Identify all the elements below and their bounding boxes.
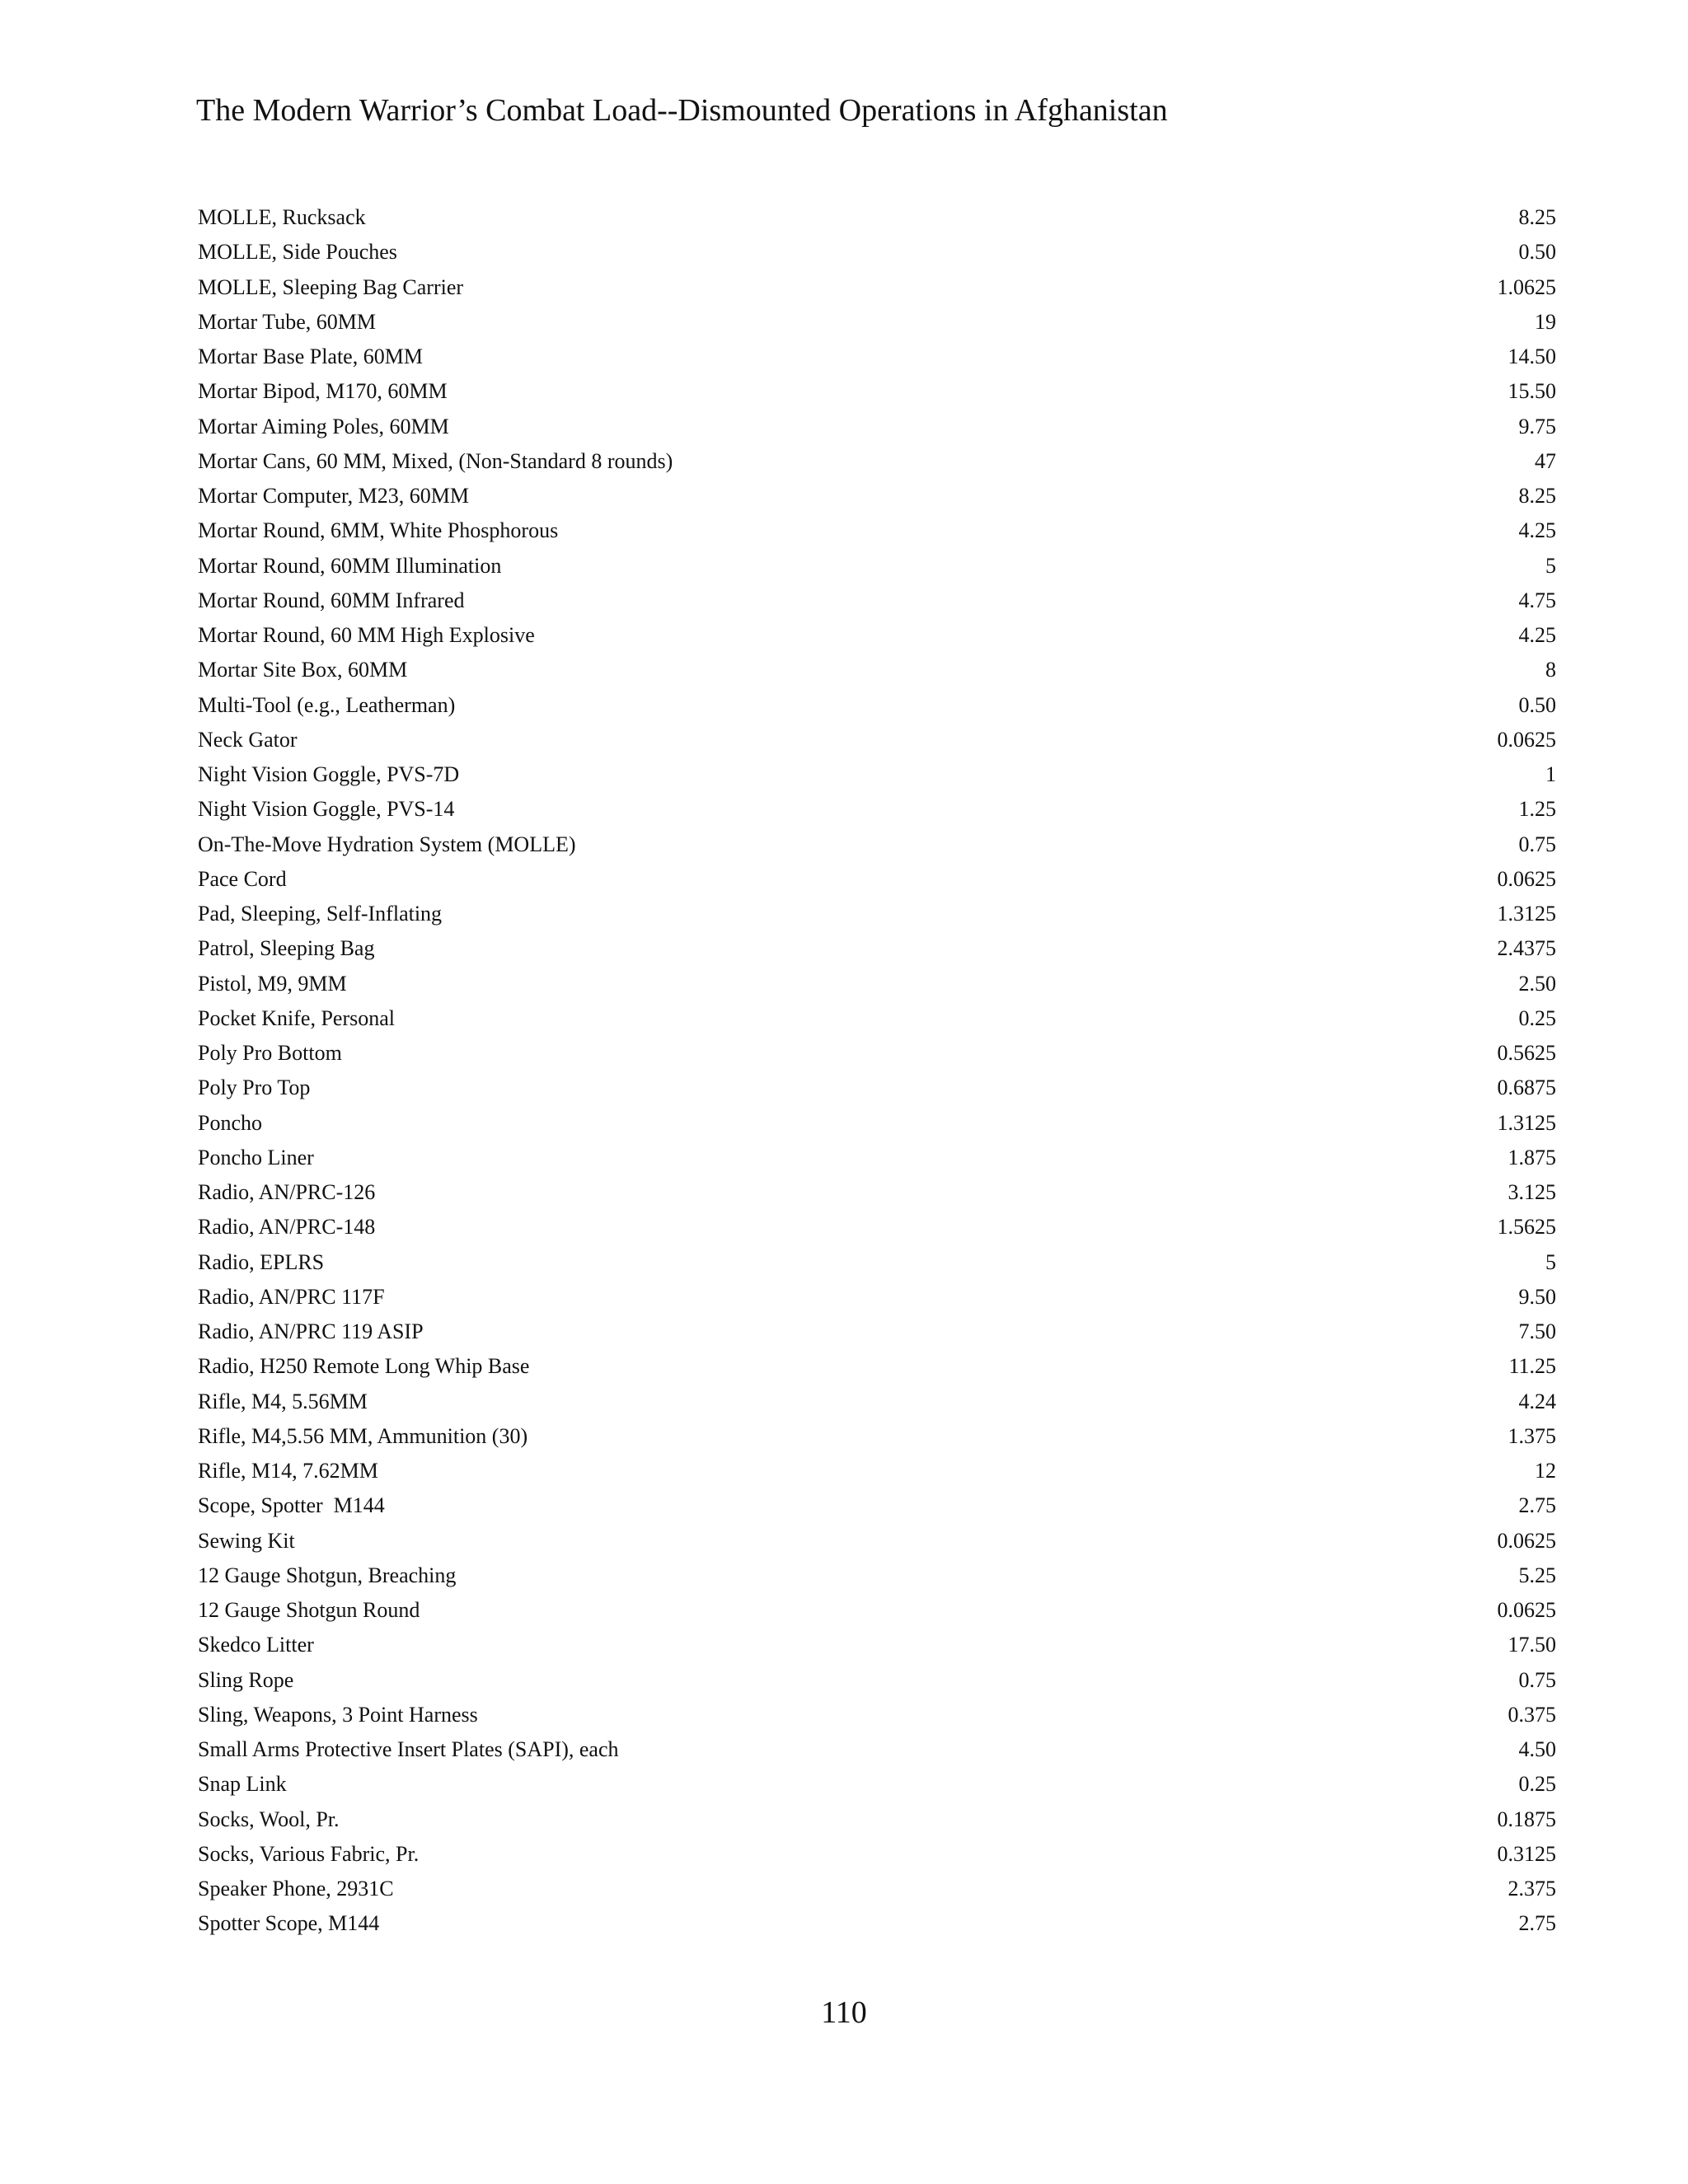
item-name: Mortar Base Plate, 60MM	[198, 344, 423, 368]
item-name: Socks, Various Fabric, Pr.	[198, 1841, 420, 1866]
item-name: Neck Gator	[198, 727, 298, 752]
item-name: MOLLE, Sleeping Bag Carrier	[198, 274, 464, 299]
list-item	[198, 1735, 1556, 1769]
list-item	[198, 551, 1556, 586]
item-name: Night Vision Goggle, PVS-7D	[198, 762, 460, 786]
item-name: Snap Link	[198, 1772, 287, 1797]
item-weight: 1.5625	[1497, 1215, 1556, 1240]
item-weight: 8.25	[1518, 484, 1556, 508]
item-name: MOLLE, Rucksack	[198, 205, 366, 229]
item-name: Night Vision Goggle, PVS-14	[198, 797, 455, 822]
list-item	[198, 1317, 1556, 1352]
item-weight: 0.0625	[1497, 1528, 1556, 1553]
item-weight: 2.50	[1518, 971, 1556, 996]
list-item	[198, 516, 1556, 551]
item-weight: 8.25	[1518, 205, 1556, 229]
list-item	[198, 1700, 1556, 1735]
item-weight: 9.50	[1518, 1284, 1556, 1309]
item-weight: 1.3125	[1497, 902, 1556, 926]
item-weight: 0.50	[1518, 240, 1556, 265]
list-item	[198, 273, 1556, 307]
item-weight: 2.75	[1518, 1911, 1556, 1936]
item-name: Poly Pro Top	[198, 1076, 311, 1100]
item-weight: 5	[1545, 553, 1556, 578]
item-weight: 0.75	[1518, 832, 1556, 856]
item-weight: 4.25	[1518, 518, 1556, 543]
item-weight: 0.3125	[1497, 1841, 1556, 1866]
item-name: Mortar Round, 6MM, White Phosphorous	[198, 518, 559, 543]
item-weight: 5	[1545, 1249, 1556, 1274]
list-item	[198, 865, 1556, 899]
list-item	[198, 1212, 1556, 1247]
item-weight: 0.6875	[1497, 1076, 1556, 1100]
item-name: Radio, H250 Remote Long Whip Base	[198, 1354, 530, 1379]
list-item	[198, 237, 1556, 272]
list-item	[198, 1526, 1556, 1561]
page-title: The Modern Warrior’s Combat Load--Dismounted Operations in Afghanistan	[196, 93, 1168, 128]
list-item	[198, 1596, 1556, 1630]
item-name: MOLLE, Side Pouches	[198, 240, 397, 265]
item-weight: 0.0625	[1497, 1598, 1556, 1622]
list-item	[198, 655, 1556, 690]
list-item	[198, 1108, 1556, 1143]
item-name: Rifle, M4,5.56 MM, Ammunition (30)	[198, 1423, 528, 1448]
item-name: Pace Cord	[198, 866, 287, 891]
item-name: On-The-Move Hydration System (MOLLE)	[198, 832, 576, 856]
list-item	[198, 1073, 1556, 1108]
item-weight: 0.0625	[1497, 727, 1556, 752]
list-item	[198, 1143, 1556, 1178]
item-weight: 2.4375	[1497, 936, 1556, 961]
list-item	[198, 1352, 1556, 1386]
item-name: Pistol, M9, 9MM	[198, 971, 347, 996]
list-item	[198, 377, 1556, 411]
item-name: Radio, AN/PRC 117F	[198, 1284, 385, 1309]
item-name: Mortar Round, 60 MM High Explosive	[198, 623, 535, 647]
item-name: Mortar Tube, 60MM	[198, 309, 376, 334]
list-item	[198, 794, 1556, 829]
item-name: Multi-Tool (e.g., Leatherman)	[198, 692, 456, 717]
item-name: 12 Gauge Shotgun Round	[198, 1598, 420, 1622]
item-weight: 0.50	[1518, 692, 1556, 717]
item-name: Sling Rope	[198, 1667, 294, 1692]
item-name: Mortar Site Box, 60MM	[198, 658, 408, 682]
item-name: Speaker Phone, 2931C	[198, 1877, 394, 1900]
item-name: Mortar Bipod, M170, 60MM	[198, 379, 448, 404]
item-weight: 3.125	[1507, 1180, 1556, 1204]
item-weight: 47	[1535, 448, 1556, 473]
list-item	[198, 1038, 1556, 1073]
list-item	[198, 481, 1556, 516]
item-weight: 4.50	[1518, 1737, 1556, 1761]
item-weight: 4.25	[1518, 623, 1556, 647]
item-name: Skedco Litter	[198, 1633, 314, 1657]
item-name: 12 Gauge Shotgun, Breaching	[198, 1563, 457, 1587]
item-weight: 0.75	[1518, 1667, 1556, 1692]
item-weight: 4.24	[1518, 1389, 1556, 1413]
list-item	[198, 1282, 1556, 1317]
list-item	[198, 1805, 1556, 1840]
item-weight: 7.50	[1518, 1319, 1556, 1343]
item-name: Poncho Liner	[198, 1145, 314, 1169]
item-name: Mortar Computer, M23, 60MM	[198, 484, 469, 508]
list-item	[198, 1666, 1556, 1700]
item-weight: 0.0625	[1497, 866, 1556, 891]
item-weight: 1.875	[1507, 1145, 1556, 1169]
list-item	[198, 307, 1556, 342]
list-item	[198, 760, 1556, 794]
item-name: Patrol, Sleeping Bag	[198, 936, 375, 961]
list-item	[198, 1004, 1556, 1038]
item-name: Spotter Scope, M144	[198, 1911, 380, 1936]
item-name: Pocket Knife, Personal	[198, 1005, 396, 1030]
item-weight: 1.0625	[1497, 274, 1556, 299]
list-item	[198, 1491, 1556, 1526]
item-name: Mortar Round, 60MM Illumination	[198, 553, 502, 578]
item-weight: 1.375	[1507, 1423, 1556, 1448]
item-name: Mortar Round, 60MM Infrared	[198, 588, 465, 612]
list-item	[198, 725, 1556, 760]
item-name: Sling, Weapons, 3 Point Harness	[198, 1702, 478, 1727]
item-weight: 1	[1545, 762, 1556, 786]
item-weight: 15.50	[1507, 379, 1556, 404]
list-item	[198, 586, 1556, 621]
item-weight: 2.75	[1518, 1493, 1556, 1518]
item-weight: 17.50	[1507, 1633, 1556, 1657]
item-weight: 0.5625	[1497, 1041, 1556, 1065]
item-name: Radio, EPLRS	[198, 1249, 325, 1274]
item-name: Small Arms Protective Insert Plates (SAPI), each	[198, 1737, 619, 1761]
item-weight: 0.25	[1518, 1005, 1556, 1030]
item-name: Mortar Aiming Poles, 60MM	[198, 414, 449, 438]
item-name: Mortar Cans, 60 MM, Mixed, (Non-Standard 8 rounds)	[198, 448, 673, 473]
item-weight: 0.25	[1518, 1772, 1556, 1797]
item-weight: 8	[1545, 658, 1556, 682]
list-item	[198, 934, 1556, 968]
page-number: 110	[821, 1995, 867, 2030]
list-item	[198, 342, 1556, 377]
equipment-weight-list	[198, 203, 1556, 1944]
item-weight: 1.25	[1518, 797, 1556, 822]
item-name: Rifle, M14, 7.62MM	[198, 1459, 378, 1483]
item-name: Radio, AN/PRC 119 ASIP	[198, 1319, 424, 1343]
item-name: Rifle, M4, 5.56MM	[198, 1389, 368, 1413]
item-weight: 2.375	[1507, 1877, 1556, 1900]
list-item	[198, 691, 1556, 725]
list-item	[198, 203, 1556, 237]
item-weight: 9.75	[1518, 414, 1556, 438]
list-item	[198, 412, 1556, 447]
list-item	[198, 1840, 1556, 1874]
item-name: Socks, Wool, Pr.	[198, 1807, 340, 1831]
list-item	[198, 1874, 1556, 1909]
list-item	[198, 447, 1556, 481]
item-weight: 0.375	[1507, 1702, 1556, 1727]
list-item	[198, 1561, 1556, 1596]
list-item	[198, 969, 1556, 1004]
item-name: Sewing Kit	[198, 1528, 295, 1553]
list-item	[198, 1909, 1556, 1943]
item-name: Radio, AN/PRC-148	[198, 1215, 376, 1240]
item-name: Radio, AN/PRC-126	[198, 1180, 376, 1204]
list-item	[198, 899, 1556, 934]
list-item	[198, 1456, 1556, 1491]
item-weight: 1.3125	[1497, 1110, 1556, 1135]
list-item	[198, 1248, 1556, 1282]
item-name: Poly Pro Bottom	[198, 1041, 342, 1065]
item-weight: 5.25	[1518, 1563, 1556, 1587]
list-item	[198, 830, 1556, 865]
item-weight: 0.1875	[1497, 1807, 1556, 1831]
item-name: Scope, Spotter M144	[198, 1493, 385, 1518]
item-weight: 12	[1535, 1459, 1556, 1483]
list-item	[198, 1178, 1556, 1212]
list-item	[198, 1387, 1556, 1422]
item-weight: 14.50	[1507, 344, 1556, 368]
item-name: Pad, Sleeping, Self-Inflating	[198, 902, 443, 926]
item-name: Poncho	[198, 1110, 262, 1135]
list-item	[198, 1630, 1556, 1665]
list-item	[198, 1422, 1556, 1456]
item-weight: 11.25	[1508, 1354, 1556, 1379]
list-item	[198, 621, 1556, 655]
item-weight: 4.75	[1518, 588, 1556, 612]
item-weight: 19	[1535, 309, 1556, 334]
list-item	[198, 1769, 1556, 1804]
